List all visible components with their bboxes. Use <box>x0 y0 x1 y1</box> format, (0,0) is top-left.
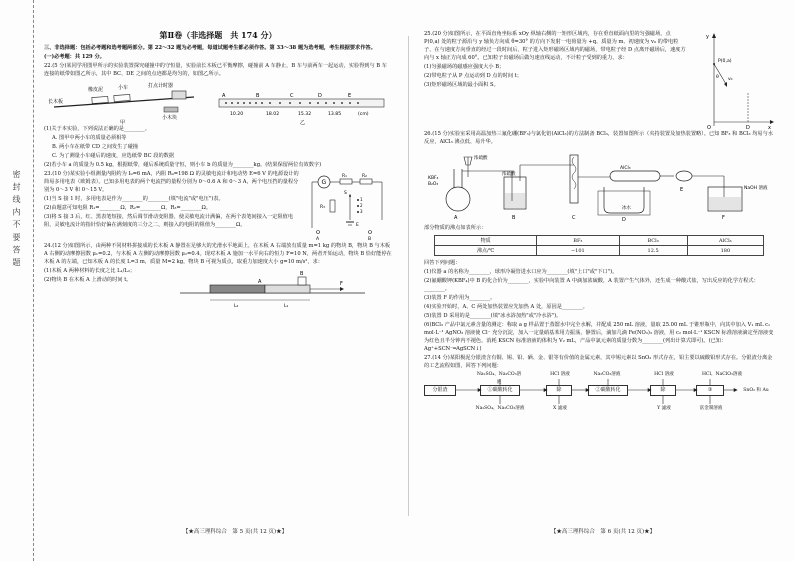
tape-value-4: 13.85 <box>328 112 342 117</box>
table-cell: 12.5 <box>619 246 687 256</box>
label-cart: 小车 <box>118 85 129 91</box>
q23-part3: (3)将 S 接 3 后，红、黑表笔短接，然后调节滑动变阻器，使灵敏电流计满偏，在两个表笔间接入一定阻值电阻，灵敏电流计的指针恰好偏在满刻度的三分之二，则接入的电阻的阻值为________Ω。 <box>44 214 294 228</box>
page-6-content <box>424 30 776 520</box>
tape-unit: (cm) <box>358 112 369 117</box>
flow-box: 除 <box>650 385 676 396</box>
flow-box: ②碳酸转化 <box>588 385 628 396</box>
svg-text:冰水: 冰水 <box>622 206 631 211</box>
svg-text:3: 3 <box>360 209 363 214</box>
q26-part5: (5)装置 D 采用的是________(填"冰水浴加热"或"冷水浴")。 <box>424 313 562 319</box>
page-5-content <box>44 30 392 520</box>
svg-text:D: D <box>318 93 322 99</box>
svg-text:θ: θ <box>716 75 719 80</box>
label-long-board: 长木板 <box>48 99 64 105</box>
q26-part4: (4)实验开始时，A、C 两处加热装置应先加热 A 处，原因是________。 <box>424 304 588 310</box>
svg-text:浓硫酸: 浓硫酸 <box>502 172 516 177</box>
section-title: 第Ⅱ卷（非选择题 共 174 分） <box>159 30 277 40</box>
svg-text:B: B <box>256 93 260 99</box>
question-24: 24.(12 分)如图所示，由两种不同材料拼接成的长木板 A 静置在足够大的光滑水平地面上，在木板 A 右端放有质量 m=1 kg 的物块 B，物块 B 与木板 A 右侧的动摩擦因数 μ₁=0.2，与木板 A 左侧的动摩擦因数 μ₂=0.4。现对木板 A 施加一水平向右的恒力 F=10 N，两者开始运动，物块 B 恰好能停在木板 A 的左端，已知木板 A 的长度 L=3 m，质量 M=2 kg，物块 B 可视为质点，取重力加速度大小 g=10 m/s²，求： <box>44 243 392 265</box>
q22-part2: (2)若小车 a 的质量为 0.5 kg，根据纸带，碰后系统质量守恒，则小车 b 的质量为________kg。(结果保留两位有效数字) <box>44 162 322 168</box>
table-header: BCl₃ <box>619 236 687 246</box>
label-putty: 橡皮泥 <box>88 87 104 93</box>
instructions: 三、非选择题：包括必考题和选考题两部分。第 22～32 题为必考题，每道试题考生都必须作答。第 33～38 题为选考题，考生根据要求作答。 <box>44 45 376 51</box>
svg-text:C: C <box>572 215 576 221</box>
svg-text:R₃: R₃ <box>320 205 325 210</box>
svg-text:A: A <box>454 215 458 221</box>
label-timer: 打点计时器 <box>148 83 174 89</box>
q26-part3: (3)装置 F 的作用为________。 <box>424 295 496 301</box>
q24-board-diagram <box>170 267 370 309</box>
q22-figure <box>44 79 392 125</box>
svg-text:B₂O₃: B₂O₃ <box>428 182 439 187</box>
flow-box: 分银渣 <box>424 385 456 396</box>
svg-text:R₂: R₂ <box>362 174 367 179</box>
svg-text:y: y <box>706 34 709 40</box>
svg-text:D: D <box>746 125 750 130</box>
label-fig-jia: 甲 <box>120 120 126 125</box>
svg-text:AlCl₃: AlCl₃ <box>620 166 631 171</box>
q26-ask: 回答下列问题： <box>424 260 461 266</box>
q26-table-caption: 部分物质的沸点如表所示： <box>424 225 487 231</box>
footer-page-6: 【★高三理科综合 第 6 页(共 12 页)★】 <box>550 529 656 535</box>
q26-part6: (6)BCl₃ 产品中氯元素含量的测定：称取 a g 样品置于蒸馏水中完全水解，并配成 250 mL 溶液，量取 25.00 mL 于锥形瓶中，向其中加入 V₁ mL c₁ mol·L⁻¹ AgNO₃ 溶液使 Cl⁻ 充分沉淀，加入一定量硝基苯用力振荡，静置后，滴加几滴 Fe(NO₃)₃ 溶液，用 c₂ mol·L⁻¹ KSCN 标准溶液滴定至溶液变为红色且半分钟内不褪色，消耗 KSCN 标准溶液的体积为 V₂ mL，产品中氯元素的质量分数为________(列出计算式即可)。(已知：Ag⁺+SCN⁻═AgSCN↓) <box>424 322 774 352</box>
tape-value-2: 18.02 <box>266 112 280 117</box>
q23-part1: (1)当 S 接 1 时，多用电表是作为________的________(填"电流"或"电压")表。 <box>44 196 224 202</box>
q22-option-c: C. 为了测量小车碰后的速度，应选纸带 BC 段的数据 <box>52 153 175 159</box>
q24-part2: (2)物块 B 在木板 A 上滑动的时间 t。 <box>44 277 132 283</box>
svg-text:R₁: R₁ <box>342 174 347 179</box>
svg-text:P(0,a): P(0,a) <box>718 59 732 64</box>
table-header: BF₃ <box>537 236 619 246</box>
svg-text:B: B <box>300 271 304 277</box>
svg-text:E: E <box>680 187 684 193</box>
table-cell: −101 <box>537 246 619 256</box>
table-header: 物质 <box>435 236 537 246</box>
q25-coordinate-diagram <box>690 30 774 130</box>
table-cell: 沸点/℃ <box>435 246 537 256</box>
svg-text:D: D <box>622 217 626 221</box>
table-cell: 180 <box>687 246 763 256</box>
flow-box: 除 <box>546 385 572 396</box>
q26-part1: (1)仪器 a 的名称为________，球形冷凝管进水口应为________(填"上口"或"下口")。 <box>424 269 618 275</box>
tape-value-3: 15.32 <box>298 112 312 117</box>
q27-flow-chart: Na₂SO₄、Na₂CO₃溶液 HCl 溶液 Na₂CO₃溶液 HCl 溶液 HCl、NaClO₃溶液 分银渣 ①碳酸转化 除 ②碳酸转化 除 ③ SnO₂ 和 Au Na₂SO₄、Na₂CO₃溶液 X 滤液 Y 滤液 富金制溶液 <box>424 371 776 417</box>
boiling-point-table <box>434 235 764 256</box>
label-fig-yi: 乙 <box>300 120 306 125</box>
seal-line-text: 密 封 线 内 不 要 答 题 <box>12 170 21 267</box>
q25-part2: (2)带电粒子从 P 点运动到 D 点的时间 t； <box>424 73 522 79</box>
svg-text:KBF₄: KBF₄ <box>428 176 439 181</box>
q25-part1: (1)匀强磁场的磁感应强度大小 B； <box>424 64 505 70</box>
q22-apparatus-diagram <box>44 79 392 125</box>
svg-text:E: E <box>356 223 359 228</box>
svg-text:O: O <box>707 125 711 130</box>
svg-text:F: F <box>722 215 725 221</box>
page-divider <box>408 36 409 516</box>
flow-box: ①碳酸转化 <box>480 385 520 396</box>
svg-text:v₀: v₀ <box>728 77 733 82</box>
svg-text:NaOH 溶液: NaOH 溶液 <box>744 186 768 191</box>
svg-text:2: 2 <box>360 203 363 208</box>
svg-text:A: A <box>222 93 226 99</box>
tape-value-1: 10.20 <box>230 112 244 117</box>
q22-option-a: A. 图甲中两小车的质量必须相等 <box>52 135 127 141</box>
question-27: 27.(14 分)某阳极泥分银渣含有铜、锡、铅、硒、金、银等有价值的金属元素，其中锡元素以 SnO₂ 形式存在，铅主要以硫酸铅形式存在。分银渣分离金的工艺流程如图，回答下列问题： <box>424 355 773 369</box>
q22-part1: (1)关于本实验，下列说法正确的是________。 <box>44 126 150 132</box>
q22-option-b: B. 两小车在纸带 CD 之间发生了碰撞 <box>52 144 138 150</box>
svg-text:x: x <box>768 125 771 130</box>
required-section-note: (一)必考题：共 129 分。 <box>44 54 105 60</box>
svg-text:浓硫酸: 浓硫酸 <box>474 156 488 161</box>
svg-text:A: A <box>258 279 262 285</box>
binding-margin <box>0 0 34 561</box>
svg-text:S: S <box>344 191 347 196</box>
svg-text:L₁: L₁ <box>284 304 289 309</box>
svg-text:A: A <box>316 237 320 242</box>
question-22: 22.(5 分)某同学用图甲所示的实验装置探究碰撞中的守恒量，实验前长木板已平衡摩擦，碰撞前 A 车静止，B 车与前两车一起运动，实验得到与 B 车连接的纸带如图乙所示，其中 BC、DE 之间的点迹都是均匀的，如图乙所示。 <box>44 63 387 77</box>
flow-box: ③ <box>696 385 724 396</box>
svg-text:G: G <box>321 179 327 186</box>
question-26: 26.(15 分)实验室采用高温加热三氟化硼(BF₃)与氯化铝(AlCl₃)的方法制备 BCl₃，装置如图所示（夹持装置及加热装置略）。已知 BF₃ 和 BCl₃ 均易与水反应，AlCl₃ 沸点低、易升华。 <box>424 131 773 145</box>
q23-circuit-diagram <box>306 170 390 242</box>
q26-apparatus-diagram <box>424 147 776 221</box>
svg-text:C: C <box>290 93 294 99</box>
svg-text:F: F <box>340 281 343 287</box>
svg-text:L₂: L₂ <box>234 304 239 309</box>
question-25: 25.(20 分)如图所示，在平面直角坐标系 xOy 纵轴右侧的一矩形区域内，存在垂直纸面向里的匀强磁场，点 P(0,a) 处的粒子源沿与 y 轴负方向成 θ=30° 的方向下发射一电荷量为 +q、质量为 m、初速度为 v₀ 的带电粒子，在与速度方向垂直的经过一段时间后，粒子进入矩形磁场区域内的磁场，带电粒子经 D 点离开磁场后，速度方向与 x 轴正方向成 60°。已知粒子出磁场后做匀速直线运动，不计粒子受到的重力，求： <box>424 31 686 61</box>
q26-part2: (2)氟硼酸钾(KBF₄)中 B 的化合价为________，实验中向装置 A 中滴加浓硫酸，A 装置产生气体外，还生成一种酸式盐，写出反应的化学方程式：________。 <box>424 278 759 292</box>
label-small-block: 小木块 <box>162 115 178 121</box>
svg-text:B: B <box>512 215 516 221</box>
q23-part2: (2)由题意可知电阻 R₁=________Ω，R₂=________Ω，R₃=________Ω。 <box>44 205 212 211</box>
q25-part3: (3)矩形磁场区域的最小面积 S。 <box>424 82 499 88</box>
footer-page-5: 【★高三理科综合 第 5 页(共 12 页)★】 <box>182 529 288 535</box>
table-header: AlCl₃ <box>687 236 763 246</box>
question-23: 23.(10 分)某实验小组测量内阻约为 I₉=6 mA，内阻 R₉=198 Ω 的灵敏电流计和电动势 E=6 V 的电源设计的简易多用电表（欧姆表）。已知多用电表的两个电流挡的量程分别为 0～0.6 A 和 0～3 A，两个电压挡的量程分别为 0～3 V 和 0～15 V。 <box>44 171 299 193</box>
svg-text:1: 1 <box>360 197 363 202</box>
svg-text:B: B <box>368 237 372 242</box>
q24-part1: (1)木板 A 两种材料的长度之比 L₁/L₂； <box>44 268 136 274</box>
svg-text:E: E <box>348 93 352 99</box>
